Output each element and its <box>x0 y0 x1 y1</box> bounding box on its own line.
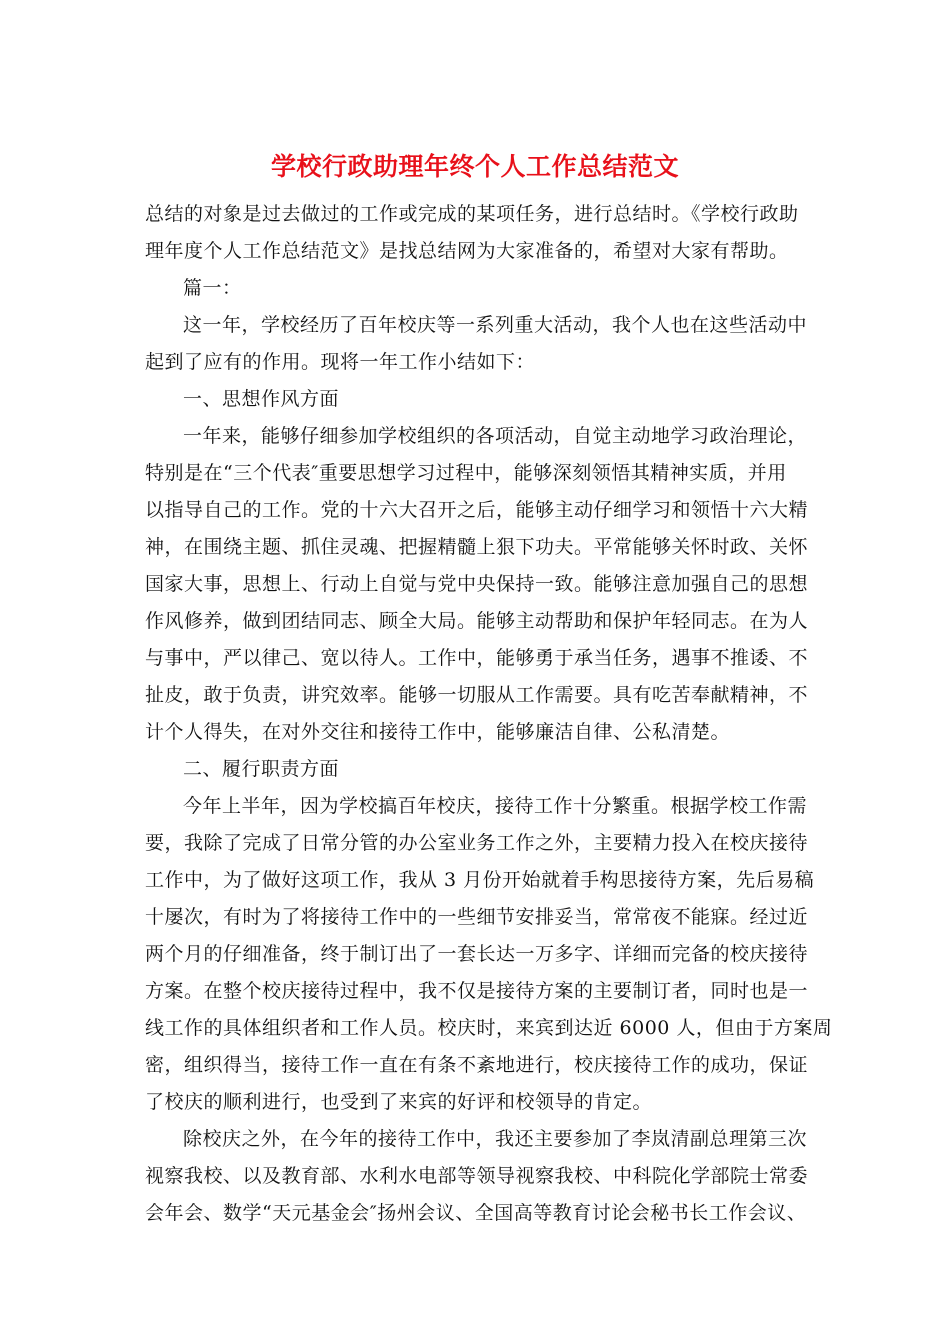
text-line: 一年来，能够仔细参加学校组织的各项活动，自觉主动地学习政治理论， <box>183 425 808 447</box>
text-line: 要，我除了完成了日常分管的办公室业务工作之外，主要精力投入在校庆接待 <box>145 832 809 854</box>
text-line: 除校庆之外，在今年的接待工作中，我还主要参加了李岚清副总理第三次 <box>183 1128 808 1150</box>
document-title: 学校行政助理年终个人工作总结范文 <box>270 152 679 181</box>
text-line: 与事中，严以律己、宽以待人。工作中，能够勇于承当任务，遇事不推诿、不 <box>145 647 809 669</box>
text-line: 两个月的仔细准备，终于制订出了一套长达一万多字、详细而完备的校庆接待 <box>145 943 809 965</box>
text-line: 视察我校、以及教育部、水利水电部等领导视察我校、中科院化学部院士常委 <box>145 1165 809 1187</box>
text-line: 国家大事，思想上、行动上自觉与党中央保持一致。能够注意加强自己的思想 <box>145 573 809 595</box>
text-line: 十屡次，有时为了将接待工作中的一些细节安排妥当，常常夜不能寐。经过近 <box>145 906 809 928</box>
text-line: 方案。在整个校庆接待过程中，我不仅是接待方案的主要制订者，同时也是一 <box>145 980 809 1002</box>
text-line: 二、履行职责方面 <box>183 758 340 780</box>
text-line: 今年上半年，因为学校搞百年校庆，接待工作十分繁重。根据学校工作需 <box>183 795 808 817</box>
text-line: 神，在围绕主题、抓住灵魂、把握精髓上狠下功夫。平常能够关怀时政、关怀 <box>145 536 809 558</box>
text-line: 工作中，为了做好这项工作，我从 3 月份开始就着手构思接待方案，先后易稿 <box>145 869 815 891</box>
text-line: 密，组织得当，接待工作一直在有条不紊地进行，校庆接待工作的成功，保证 <box>145 1054 809 1076</box>
text-line: 作风修养，做到团结同志、顾全大局。能够主动帮助和保护年轻同志。在为人 <box>145 610 809 632</box>
text-line: 特别是在“三个代表″重要思想学习过程中，能够深刻领悟其精神实质，并用 <box>145 462 787 484</box>
text-line: 理年度个人工作总结范文》是找总结网为大家准备的，希望对大家有帮助。 <box>145 240 789 262</box>
text-line: 以指导自己的工作。党的十六大召开之后，能够主动仔细学习和领悟十六大精 <box>145 499 809 521</box>
text-line: 起到了应有的作用。现将一年工作小结如下： <box>145 351 536 373</box>
text-line: 会年会、数学“天元基金会″扬州会议、全国高等教育讨论会秘书长工作会议、 <box>145 1202 807 1224</box>
text-line: 线工作的具体组织者和工作人员。校庆时，来宾到达近 6000 人，但由于方案周 <box>145 1017 833 1039</box>
text-line: 篇一： <box>183 277 242 299</box>
text-line: 了校庆的顺利进行，也受到了来宾的好评和校领导的肯定。 <box>145 1091 653 1113</box>
text-line: 计个人得失，在对外交往和接待工作中，能够廉洁自律、公私清楚。 <box>145 721 731 743</box>
text-line: 扯皮，敢于负责，讲究效率。能够一切服从工作需要。具有吃苦奉献精神，不 <box>145 684 809 706</box>
text-line: 总结的对象是过去做过的工作或完成的某项任务，进行总结时。《学校行政助 <box>145 203 799 225</box>
document-body <box>145 196 833 1232</box>
text-line: 一、思想作风方面 <box>183 388 340 410</box>
text-line: 这一年，学校经历了百年校庆等一系列重大活动，我个人也在这些活动中 <box>183 314 808 336</box>
